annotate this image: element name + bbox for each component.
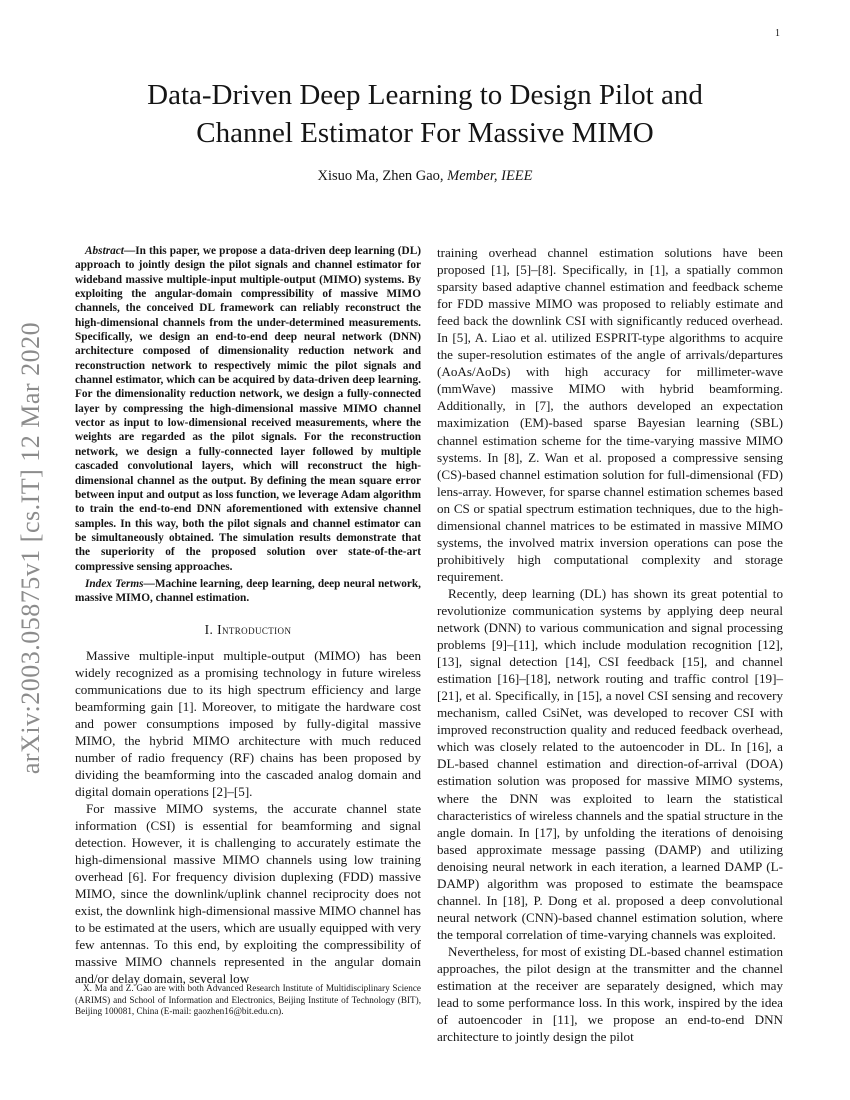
page-number: 1 (775, 28, 780, 39)
author-membership: Member, IEEE (447, 168, 533, 184)
introduction-paragraph-2: For massive MIMO systems, the accurate channel state information (CSI) is essential for beamforming and signal detection. However, it is challenging to accurately estimate the high-dimensional massive MIMO channels using low training overhead [6]. For frequency division duplexing (FDD) massive MIMO, since the downlink/uplink channel reciprocity does not exist, the downlink high-dimensional massive MIMO channel has to be estimated at the users, which are usually equipped with very few antennas. To this end, by exploiting the compressibility of massive MIMO channels represented in the angular domain and/or delay domain, several low (75, 801, 421, 987)
right-column-paragraph-2: Recently, deep learning (DL) has shown its great potential to revolutionize communication systems by applying deep neural network (DNN) to various communication and signal processing problems [9]–[11], which include modulation recognition [12], [13], signal detection [14], CSI feedback [15], and channel estimation [16]–[18], network routing and traffic control [19]–[21], et al. Specifically, in [15], a novel CSI sensing and recovery mechanism, called CsiNet, was developed to recover CSI with improved reconstruction quality and reduced feedback overhead, which was closely related to the autoencoder in DL. In [16], a DL-based channel estimation and direction-of-arrival (DOA) estimation solution was proposed for massive MIMO systems, where the DNN was exploited to learn the statistical characteristics of wireless channels and the spatial structure in the angle domain. In [17], by unfolding the iterations of denoising based approximate message passing (DAMP) and utilizing denoising neural network in each iteration, a learned DAMP (L-DAMP) algorithm was proposed to estimate the beamspace channel. In [18], P. Dong et al. proposed a deep convolutional neural network (CNN)-based channel estimation solution, where the temporal correlation of time-varying channels was exploited. (437, 585, 783, 942)
paper-title-line2: Channel Estimator For Massive MIMO (196, 117, 654, 149)
index-terms-text: —Machine learning, deep learning, deep neural network, massive MIMO, channel estimation. (75, 577, 421, 605)
paper-title-line1: Data-Driven Deep Learning to Design Pilot and (147, 79, 703, 111)
introduction-paragraph-1: Massive multiple-input multiple-output (MIMO) has been widely recognized as a promising technology in future wireless communications due to its high spectrum efficiency and large beamforming gain [1]. Moreover, to mitigate the hardware cost and power consumptions imposed by fully-digital massive MIMO, the hybrid MIMO architecture with much reduced number of radio frequency (RF) chains has been proposed by dividing the beamforming into the cascaded analog domain and digital domain operations [2]–[5]. (75, 647, 421, 799)
index-terms-paragraph (75, 577, 421, 606)
abstract-label: Abstract (85, 245, 124, 257)
author-line (0, 168, 850, 185)
left-column (75, 244, 421, 988)
paper-title (0, 76, 850, 152)
abstract-text: —In this paper, we propose a data-driven deep learning (DL) approach to jointly design the pilot signals and channel estimator for wideband massive multiple-input multiple-output (MIMO) systems. By exploiting the angular-domain compressibility of massive MIMO channels, the conceived DL framework can reliably reconstruct the high-dimensional channels from the under-determined measurements. Specifically, we design an end-to-end deep neural network (DNN) architecture composed of dimensionality reduction network and reconstruction network to respectively mimic the pilot signals and channel estimator, which can be acquired by data-driven deep learning. For the dimensionality reduction network, we design a fully-connected layer by compressing the high-dimensional massive MIMO channel vector as input to low-dimensional received measurements, where the weights are regarded as the pilot signals. For the reconstruction network, we design a fully-connected layer followed by multiple cascaded convolutional layers, which will reconstruct the high-dimensional channel as the output. By defining the mean square error between input and output as loss function, we leverage Adam algorithm to train the end-to-end DNN aforementioned with extensive channel samples. In this way, both the pilot signals and channel estimator can be simultaneously obtained. The simulation results demonstrate that the superiority of the proposed solution over state-of-the-art compressive sensing approaches. (75, 245, 421, 573)
author-names: Xisuo Ma, Zhen Gao, (317, 168, 448, 184)
author-affiliation-footnote: X. Ma and Z. Gao are with both Advanced Research Institute of Multidisciplinary Science (ARIMS) and School of Information and Electronics, Beijing Institute of Technology (BIT), Beijing 100081, China (E-mail: gaozhen16@bit.edu.cn). (75, 983, 421, 1017)
right-column-paragraph-1: training overhead channel estimation solutions have been proposed [1], [5]–[8]. Specifically, in [1], a spatially common sparsity based adaptive channel estimation and feedback scheme for FDD massive MIMO was proposed to reliably estimate and feed back the downlink CSI with significantly reduced overhead. In [5], A. Liao et al. utilized ESPRIT-type algorithms to acquire the super-resolution estimates of the angle of arrivals/departures (AoAs/AoDs) with high accuracy for millimeter-wave (mmWave) massive MIMO with hybrid beamforming. Additionally, in [7], the authors developed an expectation maximization (EM)-based sparse Bayesian learning (SBL) channel estimation scheme for the time-varying massive MIMO systems. In [8], Z. Wan et al. proposed a compressive sensing (CS)-based channel estimation solution for full-dimensional (FD) lens-array. However, for sparse channel estimation schemes based on CS or spatial spectrum estimation techniques, due to the high-dimensional channel matrices to be estimated in massive MIMO systems, the involved matrix inversion operations can pose the prohibitively high computational complexity and storage requirement. (437, 245, 783, 584)
section-heading-introduction: I. Introduction (204, 621, 292, 637)
right-column-paragraph-3: Nevertheless, for most of existing DL-based channel estimation approaches, the pilot design at the transmitter and the channel estimation at the receiver are separately designed, which may lead to some performance loss. In this work, inspired by the idea of autoencoder in [11], we propose an end-to-end DNN architecture to jointly design the pilot (437, 943, 783, 1045)
arxiv-watermark: arXiv:2003.05875v1 [cs.IT] 12 Mar 2020 (16, 321, 45, 775)
right-column (437, 244, 783, 1045)
index-terms-label: Index Terms (85, 577, 144, 590)
paper-header (0, 76, 850, 185)
abstract-paragraph (75, 244, 421, 574)
